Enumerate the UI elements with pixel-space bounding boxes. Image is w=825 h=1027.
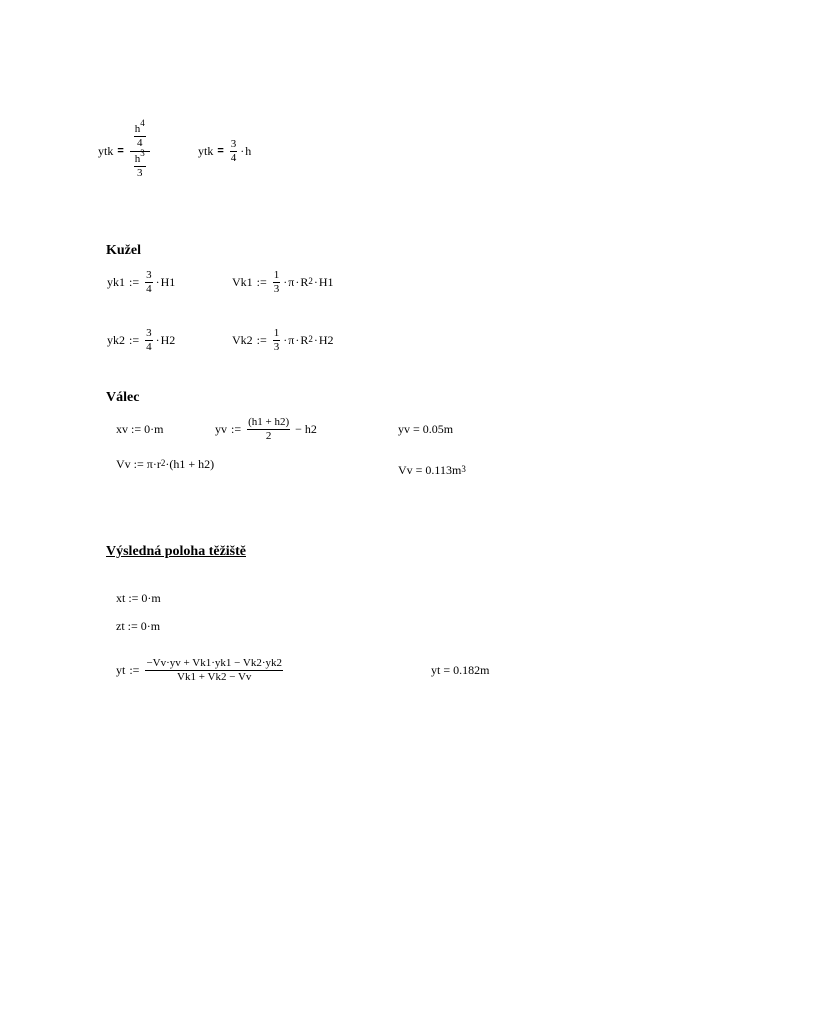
fraction: $\frac{1}{3}$ [273,326,280,353]
ytk-label: ytk [98,144,114,158]
ytk-label: ytk [198,144,214,158]
yk2-equation: yk2 := $\frac{3}{4}$ · H2 [107,326,176,353]
h4-over-4: $\frac{h^4}{4}$ [134,117,145,149]
yk1-equation: yk1 := $\frac{3}{4}$ · H1 [107,268,176,295]
vv-result: Vv = 0.113m $^3$ [398,463,466,477]
xv-equation: xv := 0·m [116,422,164,436]
section-heading-vysledna: Výsledná poloha těžiště [106,544,246,559]
section-heading-kuzel: Kužel [106,243,141,258]
vk1-equation: Vk1 := $\frac{1}{3}$ · π · R $^2$ · H1 [232,268,334,295]
xt-equation: xt := 0·m [116,591,161,605]
fraction: $\frac{3}{4}$ [146,326,152,353]
fraction: $\frac{-Vv\cdot yv + Vk1\cdot yk1 - Vk2\cdot yk2}{Vk1 + Vk2 - Vv}$ [146,656,282,683]
fraction: $\frac{3}{4}$ [146,268,152,295]
h3-over-3: $\frac{h^3}{3}$ [134,147,145,179]
yt-result: yt = 0.182m [431,663,490,677]
zt-equation: zt := 0·m [116,619,161,633]
ytk-result-equation: ytk = $\frac{3}{4}$ · h [198,137,252,164]
vv-equation: Vv := π·r $^2$ ·(h1 + h2) [116,457,215,471]
fraction-denominator [130,147,150,179]
fraction: $\frac{1}{3}$ [273,268,280,295]
three-quarters-fraction: $\frac{3}{4}$ [230,137,237,164]
ytk-derivation-equation [98,116,152,186]
yt-equation: yt := $\frac{-Vv\cdot yv + Vk1\cdot yk1 - Vk2\cdot yk2}{Vk1 + Vk2 - Vv}$ [116,656,282,683]
yv-equation: yv := $\frac{(h1 + h2)}{2}$ − h2 [215,415,317,442]
vk2-equation: Vk2 := $\frac{1}{3}$ · π · R $^2$ · H2 [232,326,334,353]
section-heading-valec: Válec [106,390,140,405]
fraction: $\frac{(h1 + h2)}{2}$ [248,415,290,442]
bold-equals-sign: = [117,144,124,157]
bold-equals-sign: = [217,144,224,157]
yv-result: yv = 0.05m [398,422,454,436]
compound-fraction [130,117,150,179]
